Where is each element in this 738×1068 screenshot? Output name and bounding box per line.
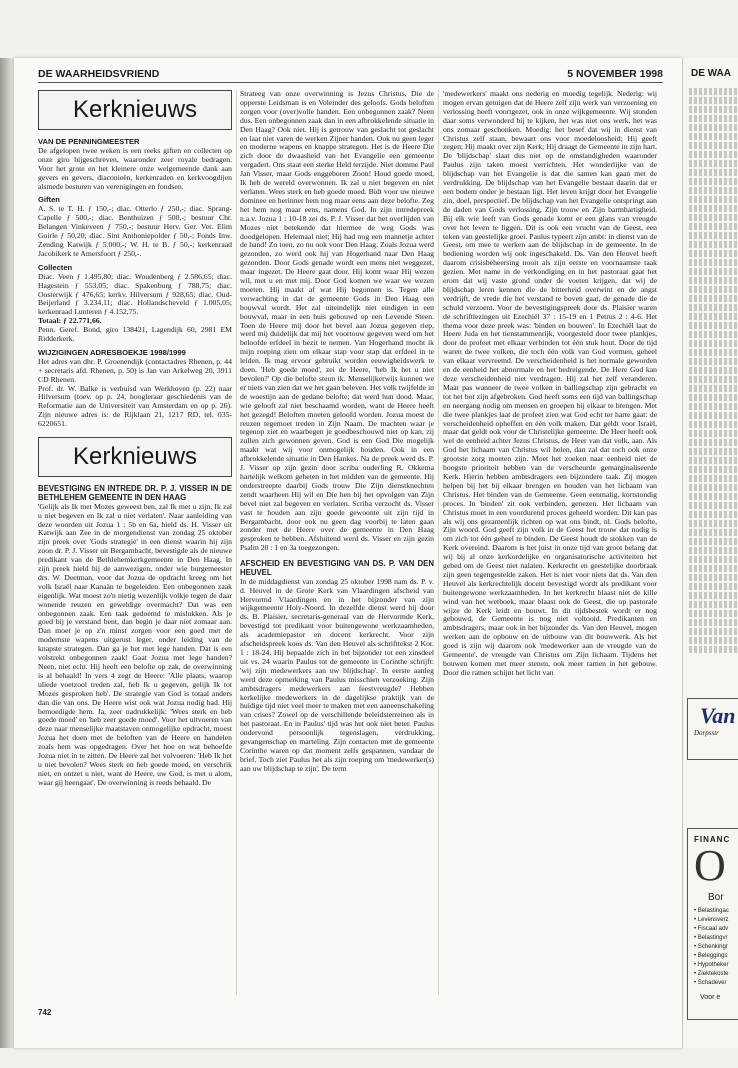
ad-footer: Voor e: [700, 994, 721, 1001]
heading-penningmeester: VAN DE PENNINGMEESTER: [38, 137, 140, 146]
publication-date: 5 NOVEMBER 1998: [567, 68, 663, 80]
advertisement-subtext: Dorpsstr: [694, 729, 719, 737]
heading-giften: Giften: [38, 195, 60, 205]
list-item: • Schadever: [694, 980, 727, 986]
heading-afscheid: AFSCHEID EN BEVESTIGING VAN DS. P. VAN DEN HEUVEL: [240, 559, 434, 577]
heading-collecten: Collecten: [38, 262, 73, 272]
heading-bevestiging: BEVESTIGING EN INTREDE DR. P. J. VISSER IN DE BETHLEHEM GEMEENTE IN DEN HAAG: [38, 484, 232, 502]
page-header: [38, 68, 663, 83]
wijzigingen-text-2: Prof. dr. W. Balke is verhuisd van Werkhoven (p. 22) naar Hilversum (toev. op p. 24, hoogleraar geschiedenis van de Reformatie aan de Universiteit van Amsterdam en op p. 26). Zijn nieuwe adres is: de Rijklaan 21, 1217 RD, tel. 035-6220651.: [38, 383, 232, 429]
advertisement-box: [687, 698, 738, 760]
list-item: • Levensverz: [694, 917, 729, 923]
list-item: • Beleggings: [694, 953, 728, 959]
list-item: • Fiscaal adv: [694, 926, 729, 932]
list-item: • Hypotheker: [694, 962, 729, 968]
list-item: • Ziektekoste: [694, 971, 729, 977]
column-2: [240, 90, 434, 774]
list-item: • Belastingac: [694, 908, 729, 914]
financial-advertisement: [687, 828, 738, 1020]
afscheid-text-col2: In de middagdienst van zondag 25 oktober 1998 nam ds. P. v. d. Heuvel in de Grote Kerk van Vlaardingen afscheid van Hervormd Vlaardingen en in het bijzonder van zijn wijkgemeente Holy-Noord. In dezelfde dienst werd hij door ds. B. Plaisier, secretaris-generaal van de Hervormde Kerk, bevestigd tot predikant voor buitengewone werkzaamheden, als academiepastor en docent kerkrecht. Voor zijn afscheidspreek koos ds. Van den Heuvel als schrifttekst 2 Kor. 1 : 18-24. Hij bepaalde zich in het bijzonder tot een zinsdeel uit vs. 24 waarin Paulus tot de gemeente in Corinthe schrijft: 'wij zijn medewerkers aan uw blijdschap'. In eerste aanleg werd deze opmerking van Paulus misschien verzoeking. Zijn ambtsdragers medewerkers aan feestvreugde? Hebben kerkelijke medewerkers in de dagelijkse praktijk van de huidige tijd niet veel meer te maken met een aaneenschakeling van crises? Zowel op de verschillende beleidsterreinen als in het pastoraat. En in Paulus' tijd was het ook niet beter. Paulus ondervond persoonlijk tegenslagen, verdrukking, gevangenschap en marteling. Zijn contacten met de gemeente Corinthe waren op dat moment zelfs gespannen, vandaar de brief. Toch ziet Paulus het als zijn roeping om 'medewerker(s) aan uw blijdschap te zijn'. De term: [240, 576, 434, 773]
adjacent-page-text-lines: [689, 88, 738, 655]
ad-logo: O: [694, 841, 726, 890]
collecten-address: Penn. Geref. Bond, giro 138421, Lagendijk 60, 2981 EM Ridderkerk.: [38, 325, 232, 344]
heading-wijzigingen: WIJZIGINGEN ADRESBOEKJE 1998/1999: [38, 347, 186, 357]
publication-name: DE WAARHEIDSVRIEND: [38, 68, 160, 80]
bevestiging-text-col2: Strateeg van onze overwinning is Jezus Christus, Die de opperste Leidsman is en Voleinder des geloofs. Gods beloften zorgen voor (over)volle handen. Een onbegonnen zaak? Neen dus. Een onbegonnen zaak dan in een afbrokkelende situatie in Den Haag? Ook niet. Hij is getrouw van geslacht tot geslacht en laat niet varen de werken Zijner handen. Ook nu geen leger en moderne wapens en knappe strategen. Het is de Heere Die zich door de dwaasheid van het Evangelie een gemeente vergadert. Ons staat een sterke Held terzijde. Niet domme Paul Jan Visser, maar Gods enggeboren Zoon! Houd goede moed, Ik heb de wereld overwonnen. Ik zal u niet begeven en niet verlaten. Wees sterk en heb goede moed. Bidt voor uw nieuwe dominee en herinner hem nog maar eens aan deze belofte. Zeg het hem nog maar eens, namens God. In zijn intredepreek n.a.v. Jozua 1 : 10-18 zei ds. P. J. Visser dat het overlijden van Mozes niet betekende dat hiermee de weg Gods was doodgelopen. Helemaal niet; Hij had nog een mannetje achter de hand! Zo toen, zo nu ook voor Den Haag. Zoals Jozua werd gezonden, zo werd ook hij van Hogerhand naar Den Haag gezonden. Door Gods genade wordt een mens niet weggezet, maar ingezet. De Heere gaat door. Hij komt waar Hij wezen wil, met u en met mij. Door God komen we waar we wezen moeten. Hij maakt af wat Hij begonnen is. Tegen alle verwachting in dat de gemeente Gods in Den Haag een bouwval wordt. Het zal uiteindelijk niet eindigen in een bouwval, maar in een huis gebouwd op een Levende Steen. Toen de Heere mij door het bevel aan Jozua gegeven riep, werd mij duidelijk dat mij het voortouw gegeven werd om het beloofde erfdeel in bezit te nemen. Van Hogerhand mocht ik mijn roeping zien om elkaar stap voor stap dat erfdeel in te leiden. Ik mag ervoor gebruikt worden eeuwigheidswerk te doen. 'Heb goede moed', zei de Heere, 'heb Ik het u niet bevolen?' Op die belofte steun ik. Menselijkerwijs kunnen we er niets van zien dat we het gaan beleven. Het volk twijfelde in de woestijn aan de gedane belofte; dat werd hun dood. Maar, wie gelooft zal niet beschaamd worden, want de Heere heeft het gezegd! Beloften moeten geloofd worden. Jozua moest de reuzen tegemoet treden in Zijn Naam. De machten waar je tegenop ziet en waarbegen je goedbeschouwd niet op kan, zij zullen zich gewonnen geven. God is een God Die mogelijk maakt wat wij voor onmogelijk houden. Ook in een afbrokkelende situatie in Den Hankes. Na de preek werd ds. P. J. Visser op zijn gezin door scriba ouderling R. Okkema hartelijk welkom geheten in het midden van de gemeente. Hij onderstreepte daarbij Gods trouw Die Zijn dienstknechten zendt waarheen Hij wil en Die hen bij het opvolgen van Zijn bevel niet zal begeven en verlaten. Scriba verzocht ds. Visser vast te houden aan zijn goede gewoonte uit zijn tijd in Bergambacht, door ook nu geen dag voorbij te laten gaan zonder met de Heere over de gemeente in Den Haag gesproken te hebben. Afsluitend werd ds. Visser en zijn gezin Psalm 20 : 1 en 3a toegezongen.: [240, 89, 434, 553]
ad-subtitle: Bor: [708, 892, 724, 903]
advertisement-brand: Van: [700, 703, 736, 728]
list-item: • Belastingvr: [694, 935, 728, 941]
section-title-kerknieuws: Kerknieuws: [38, 90, 232, 130]
column-1: [38, 90, 232, 788]
page-number: 742: [38, 1008, 52, 1017]
afscheid-text-col3: 'medewerkers' maakt ons nederig en moedig tegelijk. Nederig: wij mogen ervan getuigen dat de Heere zelf zijn werk van verzoening en verlossing heeft voortgezet, ook in onze wijkgemeente. Wij stonden daar soms verwonderd bij te kijken, het was niet ons werk, het was ons zomaar geschonken. Moedig: het besef dat wij in dienst van Christus zelf staan, bewaart ons voor moedeloosheid; Hij geeft zegen; Hij maakt over zijn Kerk; Hij draagt de Gemeente in zijn hart. De 'blijdschap' slaat dus niet op de omstandigheden waaronder Paulus zijn taken moest verrichten. Het wonderlijke van de blijdschap van het Evangelie is dat die samen kan gaan met de verdrukking. De blijdschap van het Evangelie bestaat daarin dat er een bodem onder je bestaan ligt. Het leven krijgt door het Evangelie zin, doel, perspectief. De blijdschap van het Evangelie ontspringt aan de daden van Gods verlossing, Zijn trouw en Zijn barmhartigheid. Bij elk wie leeft van Gods genade komt er een glans van vreugde over het leven te liggen. Dit is ook een vrucht van de Geest, een teken van geestelijke groei. Paulus typeert zijn ambt: in dienst van de Geest, om mee te werken aan de blijdschap in de gemeente. In de bediening worden wij ook ingeschakeld. Ds. Van den Heuvel heeft daarom crisisbeheersing nooit als zijn eerste en voornaamste taak gezien. Met name in de verkondiging en in het pastoraat gaat het erom dat wij vaste grond onder de voeten krijgen, dat wij de blijdschap leren kennen die de bitterheid overwint en de angst verdrijft, de vrede die het verstand te boven gaat, de genade die de schuld verzoent. Voor de bevestigingspreek door ds. Plaisier waren de schriftlezingen uit Ezechiël 37 : 15-19 en 1 Petrus 2 : 4-6. Het thema voor deze preek was: 'binden en bouwen'. In Ezechiël laat de Heere Juda en het tienstammenrijk, voorgesteld door twee plankjes, door de profeet met elkaar verbinden tot één stuk hout. Door de tijd waren de twee volken, die toch één volk van God vormen, geheel van elkaar vervreemd. De verscheidenheid is het normale geworden en de eenheid het abnormale en het bedreigende. De Here God kan deze verscheidenheid niet verdragen. Hij zal het zelf veranderen. Maar pas wanneer de twee volken in ballingschap zijn gebracht en tot het bot zijn afgebroken. God heeft soms een tijd van ballingschap en neergang nodig om mensen en groepen bij elkaar te brengen. Met die twee plankjes laat de profeet zien wat God echt ter harte gaat: de verscheidenheid opheffen en één volk maken. Dat geldt voor Israël, maar dat geldt ook voor de Christelijke gemeente. De Heer heeft ook wel de eenheid achter Jezus Christus, de Heer van dat volk, aan. Als God het lichaam van Christus wil helen, dan zal dat toch ook onze grootste zorg moeten zijn. Moet het zoeken naar eenheid niet de hoogste prioriteit hebben van de verscheurde gemarginaliseerde Kerk. Hierin hebben ambtsdragers een bijzondere taak. Zij mogen helpen bij het bij elkaar brengen en houden van het lichaam van Christus. Het binden van de Gemeente. Geen eenmalig, kortstondig proces. In 'binden' zit ook verbinden, genezen. Het lichaam van Christus moet in een voordurend proces geheeld worden. Dit kan pas als wij ons gezamenlijk richten op wat ons bindt, nl. Gods belofte, Zijn woord. God geeft zijn volk in de Geest het trouw dat nodig is om zich tot één geheel te binden. De Geest houdt de stokken van de Kerk overeind. Daarom is het juist in onze tijd van groot belang dat wij bij al onze kerkordelijke en organisatorische activiteiten het gebed om de Geest niet nalaten. Kerkrecht en geestelijke doorbraak zijn geen tegengestelde zaken. Het is niet voor niets dat ds. Van den Heuvel als kerkrechtelijk docent bevestigd wordt als predikant voor buitengewone werkzaamheden. In het kerkrecht blaast niet de kille wind van het wetboek, maar blaast ook de Geest, die op pastorale wijze de Kerk leidt en bouwt. In dit tijdsbestek wordt er nog gebouwd, de Gemeente is nog niet voltooid. Predikanten en ambtsdragers, maar ook in het bijzonder ds. Van den Heuvel, mogen werken aan de opbouw en de uitbouw van dit bouwwerk. Als het goed is zijn wij daarom ook 'medewerker aan de vreugde van de Gemeente', de vreugde van Christus om Zijn lichaam. Tijdens het bouwen komen met meer stenen, ook meer ramen in het gebouw. Door die ramen schijnt het licht van: [443, 89, 657, 677]
adjacent-page: [682, 58, 738, 1048]
adjacent-page-header: DE WAA: [691, 68, 731, 79]
list-item: • Schenkingr: [694, 944, 728, 950]
ad-title: FINANC: [694, 835, 731, 844]
column-divider: [438, 90, 439, 995]
wijzigingen-text-1: Het adres van dhr. P. Groenendijk (contactadres Rhenen, p. 44 + secretaris afd. Rhenen, p. 50) is Jan van Arkelweg 20, 3911 CD Rhenen.: [38, 356, 232, 384]
penningmeester-text: De afgelopen twee weken is een reeks giften en collecten op onze giro bijgeschreven, waaronder zeer royale bedragen. Voor het grote en het kleinere onze welgemeende dank aan gevers en gevers, diaconieën, kerkenraden en kerkvoogdijen alsmede besturen van verenigingen en fondsen.: [38, 145, 232, 191]
ad-service-list: [688, 907, 738, 988]
bevestiging-text-col1: 'Gelijk als Ik met Mozes geweest ben, zal Ik met u zijn, Ik zal u niet begeven en Ik zal u niet verlaten'. Naar aanleiding van deze woorden uit Jozua 1 : 5b en 6a, hield ds. H. Visser uit Katwijk aan Zee in de morgendienst van zondag 25 oktober zijn preek over 'Gods strategie' in een dienst waarin hij zijn zoon dr. P. J. Visser uit Bergambacht, bevestigde als de nieuwe predikant van de Bethlehemkerkgemeente in Den Haag. In zijn preek hield hij de aanwezigen, onder wie burgemeester drs. W. Deetman, voor dat Jozua de opdracht kreeg om het volk Israël naar Kanaän te begeleiden. Een onbegonnen zaak eigenlijk. Wat moest zo'n nietig wezenlijk volkje tegen de daar wonende reuzen en geweldige overmacht? Dat was een onbegonnen zaak. Een taak gedoemd te mislukken. Als je goed bij je verstand bent, dan begin je daar niet zomaar aan. Dan moet je op z'n minst zorgen voor een goed met de modernste wapens uitgerust leger, onder leiding van de knapste strategen. Dan ga je het met lege handen. Dat is een volstrekt onbegonnen zaak! Gaat Jozua met lege handen? Neen, niet echt. Hij heeft een belofte op zak, de overwinning is al behaald! In vers 4 zegt de Heere: 'Alle plaats, waarop uliede voetzool treden zal, heb Ik u gegeven, gelijk Ik tot Mozes gesproken heb'. De strategie van God is totaal anders dan die van ons. De Heere wist ook wat Jozua nodig had. Hij bemoedigde hem. Ja, zeer nadrukkelijk: 'Wees sterk en heb goede moed' en 'heb zeer goede moed'. Voor het uitvoeren van deze naar menselijke maatstaven onmogelijke opdracht, moest Jozua het doen met de beloften van de Heere en handelen zoals hem was opgedragen. Over het hoe en wat behoefde Jozua niet in te zitten. De Heere zal het volvoeren: 'Heb Ik het u niet bevolen? Wees sterk en heb goede moed, en verschrik niet, en ontzet u niet, want de Heere, uw God, is met u alom, waar gij heengaat'. De overwinning is reeds behaald. De: [38, 501, 232, 787]
column-3: [443, 90, 657, 678]
column-divider: [236, 90, 237, 995]
collecten-text: Diac. Veen ƒ 1.495,80; diac. Woudenberg ƒ 2.586,65; diac. Hagestein ƒ 553,05; diac. Spakenburg ƒ 788,75; diac. Oosterwijk ƒ 476,65; kerkv. Hilversum ƒ 928,65; diac. Oud-Beijerland ƒ 3.234,11; diac. Hollandscheveld ƒ 1.005,05; kerkenraad Lunteren ƒ 4.152,75.: [38, 271, 232, 317]
collecten-total: Totaal: ƒ 22.771,66.: [38, 316, 102, 326]
giften-text: A. S. te T. H. ƒ 150,-; diac. Otterlo ƒ 250,-; diac. Sprang-Capelle ƒ 500,-; diac. Benthuizen ƒ 500,-; bestuur Chr. Belangen Vinkeveen ƒ 750,-; bestuur Herv. Ger. Ver. Elim Goirle ƒ 50,20; diac. Sint Anthoniepolder ƒ 50,-; Fonds Inw. Zending Katwijk ƒ 5.000,-; W. H. te B. ƒ 50,-; kerkenraad Jacobikerk te Amersfoort ƒ 250,-.: [38, 204, 232, 258]
section-title-kerknieuws-2: Kerknieuws: [38, 437, 232, 477]
